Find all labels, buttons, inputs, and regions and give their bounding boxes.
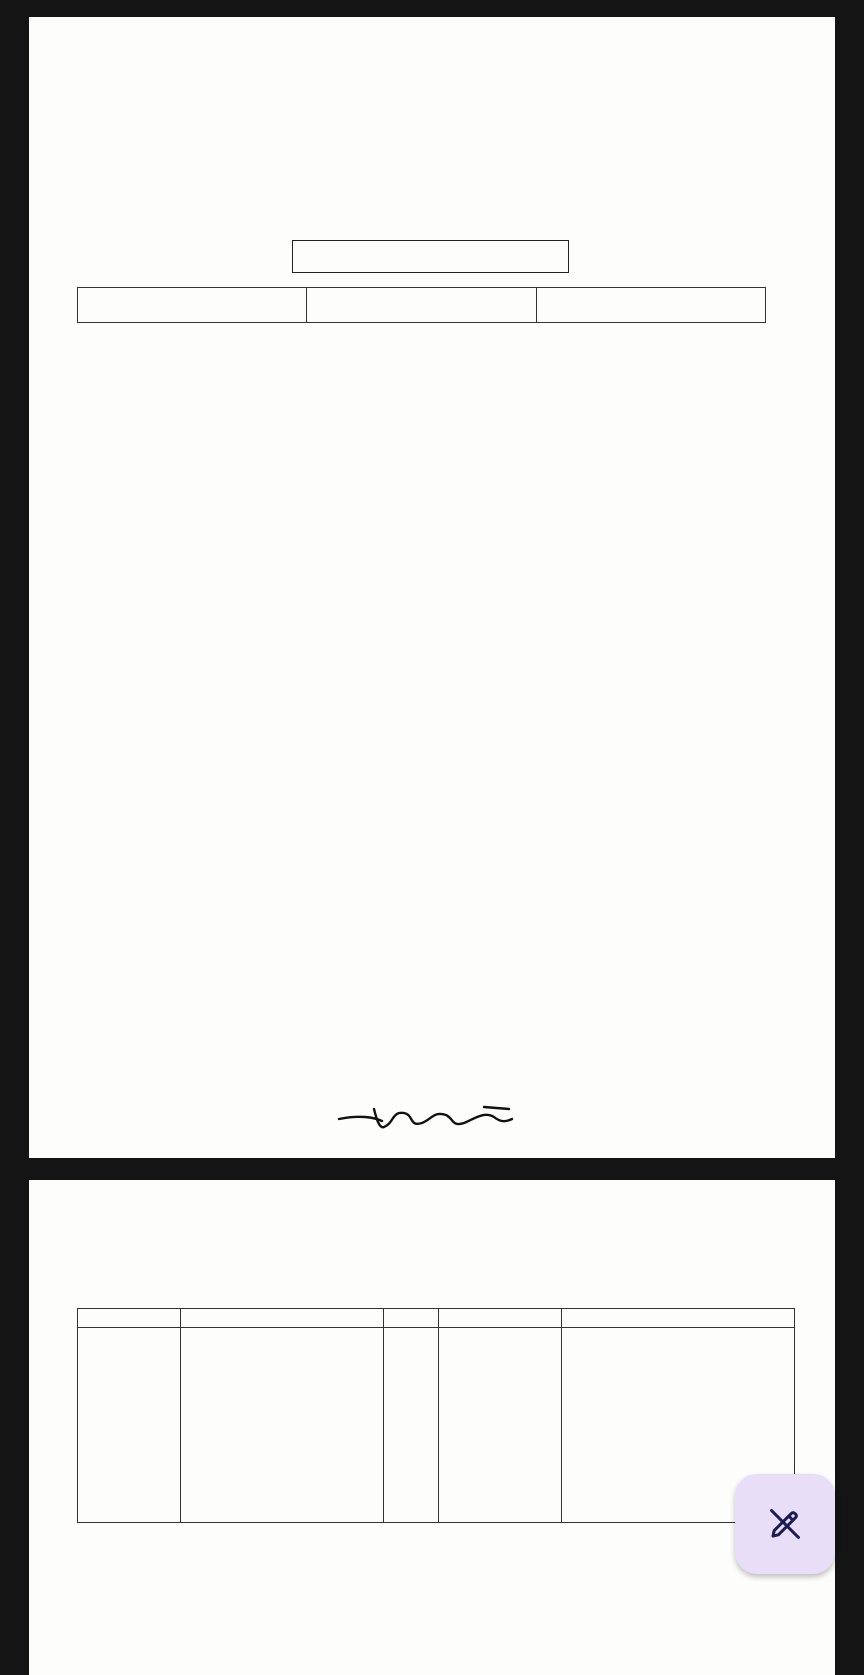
- pen-off-icon: [767, 1506, 803, 1542]
- prac-dates: [181, 1328, 384, 1523]
- table-header-row: [78, 288, 766, 323]
- signature: [334, 1097, 524, 1137]
- exam-schedule-table: [77, 287, 766, 323]
- prac-header-remarks: [562, 1309, 795, 1328]
- prac-header-subject: [78, 1309, 181, 1328]
- practical-header-row: [78, 1309, 795, 1328]
- practical-row: [78, 1328, 795, 1523]
- start-time-box: [292, 240, 569, 273]
- prac-subject: [78, 1328, 181, 1523]
- edit-fab-button[interactable]: [735, 1474, 835, 1574]
- prac-place: [439, 1328, 562, 1523]
- notice-page-2: [29, 1180, 835, 1675]
- header-date: [536, 288, 765, 323]
- header-code: [307, 288, 536, 323]
- practical-schedule-table: [77, 1308, 795, 1523]
- prac-header-time: [384, 1309, 439, 1328]
- notice-page-1: [29, 17, 835, 1158]
- prac-time: [384, 1328, 439, 1523]
- prac-header-date: [181, 1309, 384, 1328]
- prac-header-place: [439, 1309, 562, 1328]
- header-subject: [78, 288, 307, 323]
